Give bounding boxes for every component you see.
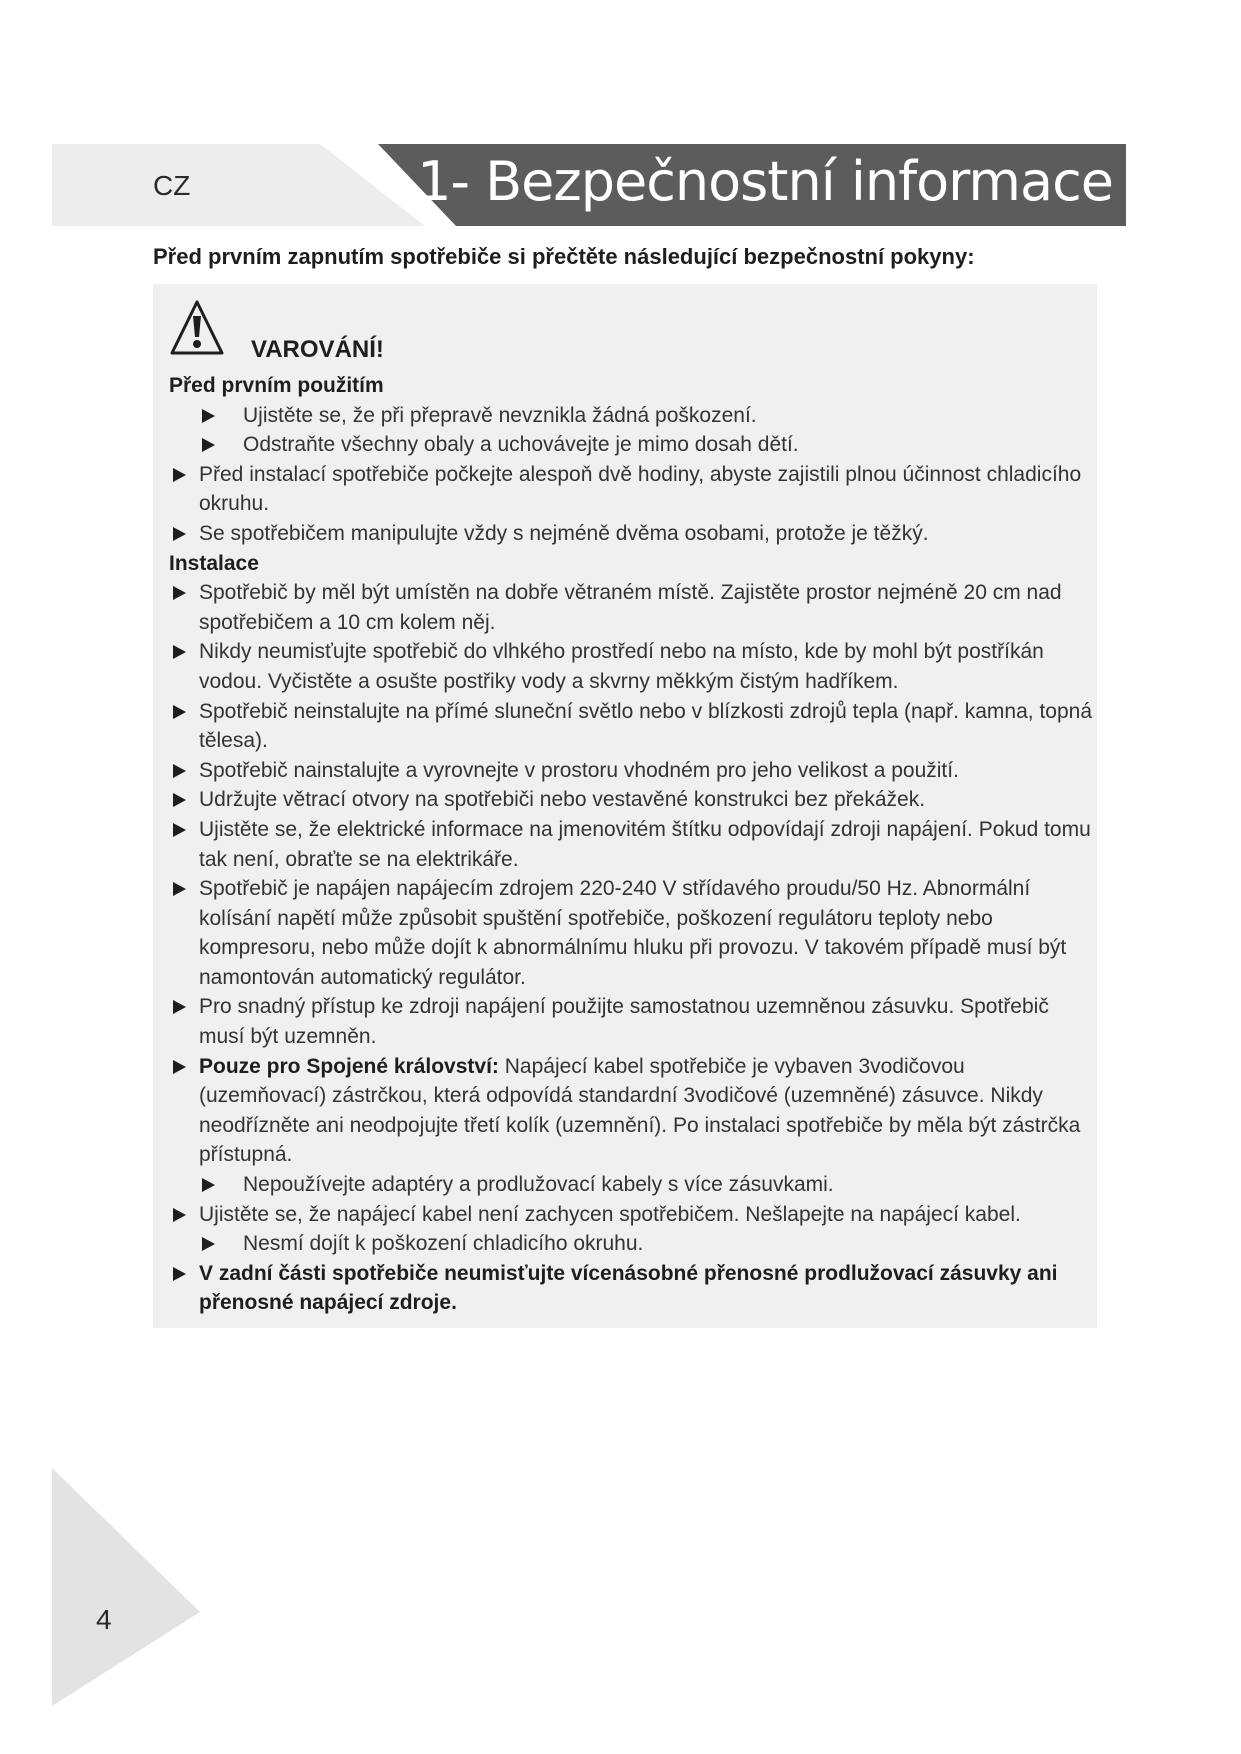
list-item: Nesmí dojít k poškození chladicího okruhu. — [169, 1229, 1094, 1259]
list-item: Spotřebič neinstalujte na přímé sluneční světlo nebo v blízkosti zdrojů tepla (např. kamna, topná tělesa). — [169, 697, 1094, 756]
bullet-arrow-icon — [173, 586, 186, 600]
bullet-arrow-icon — [202, 438, 215, 452]
list-item: Nikdy neumisťujte spotřebič do vlhkého prostředí nebo na místo, kde by mohl být postříkán vodou. Vyčistěte a osušte postřiky vody a skvrny měkkým čistým hadříkem. — [169, 637, 1094, 696]
bullet-arrow-icon — [173, 1060, 186, 1074]
bullet-arrow-icon — [173, 468, 186, 482]
bullet-arrow-icon — [173, 645, 186, 659]
list-item: V zadní části spotřebiče neumisťujte vícenásobné přenosné prodlužovací zásuvky ani přenosné napájecí zdroje. — [169, 1259, 1094, 1318]
list-item: Pro snadný přístup ke zdroji napájení použijte samostatnou uzemněnou zásuvku. Spotřebič musí být uzemněn. — [169, 992, 1094, 1051]
section-title-before-first-use: Před prvním použitím — [169, 374, 384, 397]
list-item: Se spotřebičem manipulujte vždy s nejméně dvěma osobami, protože je těžký. — [169, 519, 1094, 549]
bullet-arrow-icon — [173, 527, 186, 541]
warning-box — [153, 284, 1097, 1328]
bullet-arrow-icon — [173, 1000, 186, 1014]
list-item: Před instalací spotřebiče počkejte alespoň dvě hodiny, abyste zajistili plnou účinnost chladicího okruhu. — [169, 460, 1094, 519]
warning-title: VAROVÁNÍ! — [251, 336, 384, 363]
bullet-arrow-icon — [202, 409, 215, 423]
section-title-installation: Instalace — [169, 551, 259, 575]
bullet-arrow-icon — [173, 705, 186, 719]
bullet-arrow-icon — [173, 823, 186, 837]
list-item: Ujistěte se, že při přepravě nevznikla žádná poškození. — [169, 401, 1094, 431]
bullet-arrow-icon — [173, 764, 186, 778]
list-item: Pouze pro Spojené království: Napájecí kabel spotřebiče je vybaven 3vodičovou (uzemňovací) zástrčkou, která odpovídá standardní 3vodičové (uzemněné) zásuvce. Nikdy neodřízněte ani neodpojujte třetí kolík (uzemnění). Po instalaci spotřebiče by měla být zástrčka přístupná. — [169, 1052, 1094, 1170]
footer-page-tab — [52, 1468, 200, 1706]
list-item: Odstraňte všechny obaly a uchovávejte je mimo dosah dětí. — [169, 430, 1094, 460]
instruction-list — [169, 371, 1094, 1318]
page-title: 1- Bezpečnostní informace — [417, 150, 1113, 213]
list-item: Spotřebič je napájen napájecím zdrojem 220-240 V střídavého proudu/50 Hz. Abnormální kolísání napětí může způsobit spuštění spotřebiče, poškození regulátoru teploty nebo kompresoru, nebo může dojít k abnormálnímu hluku při provozu. V takovém případě musí být namontován automatický regulátor. — [169, 874, 1094, 992]
list-item: Nepoužívejte adaptéry a prodlužovací kabely s více zásuvkami. — [169, 1170, 1094, 1200]
bullet-arrow-icon — [173, 1267, 186, 1281]
language-code: CZ — [153, 170, 191, 201]
list-item: Ujistěte se, že elektrické informace na jmenovitém štítku odpovídají zdroji napájení. Pokud tomu tak není, obraťte se na elektrikáře. — [169, 815, 1094, 874]
bullet-arrow-icon — [202, 1237, 215, 1251]
bullet-arrow-icon — [173, 1208, 186, 1222]
bullet-arrow-icon — [173, 793, 186, 807]
header-lang-tab — [52, 144, 425, 226]
list-item: Udržujte větrací otvory na spotřebiči nebo vestavěné konstrukci bez překážek. — [169, 785, 1094, 815]
page-number: 4 — [96, 1604, 112, 1635]
warning-triangle-icon — [169, 298, 225, 360]
bullet-arrow-icon — [173, 882, 186, 896]
intro-text: Před prvním zapnutím spotřebiče si přečtěte následující bezpečnostní pokyny: — [153, 244, 975, 269]
list-item: Spotřebič by měl být umístěn na dobře větraném místě. Zajistěte prostor nejméně 20 cm nad spotřebičem a 10 cm kolem něj. — [169, 578, 1094, 637]
bullet-arrow-icon — [202, 1178, 215, 1192]
list-item: Spotřebič nainstalujte a vyrovnejte v prostoru vhodném pro jeho velikost a použití. — [169, 756, 1094, 786]
list-item: Ujistěte se, že napájecí kabel není zachycen spotřebičem. Nešlapejte na napájecí kabel. — [169, 1200, 1094, 1230]
